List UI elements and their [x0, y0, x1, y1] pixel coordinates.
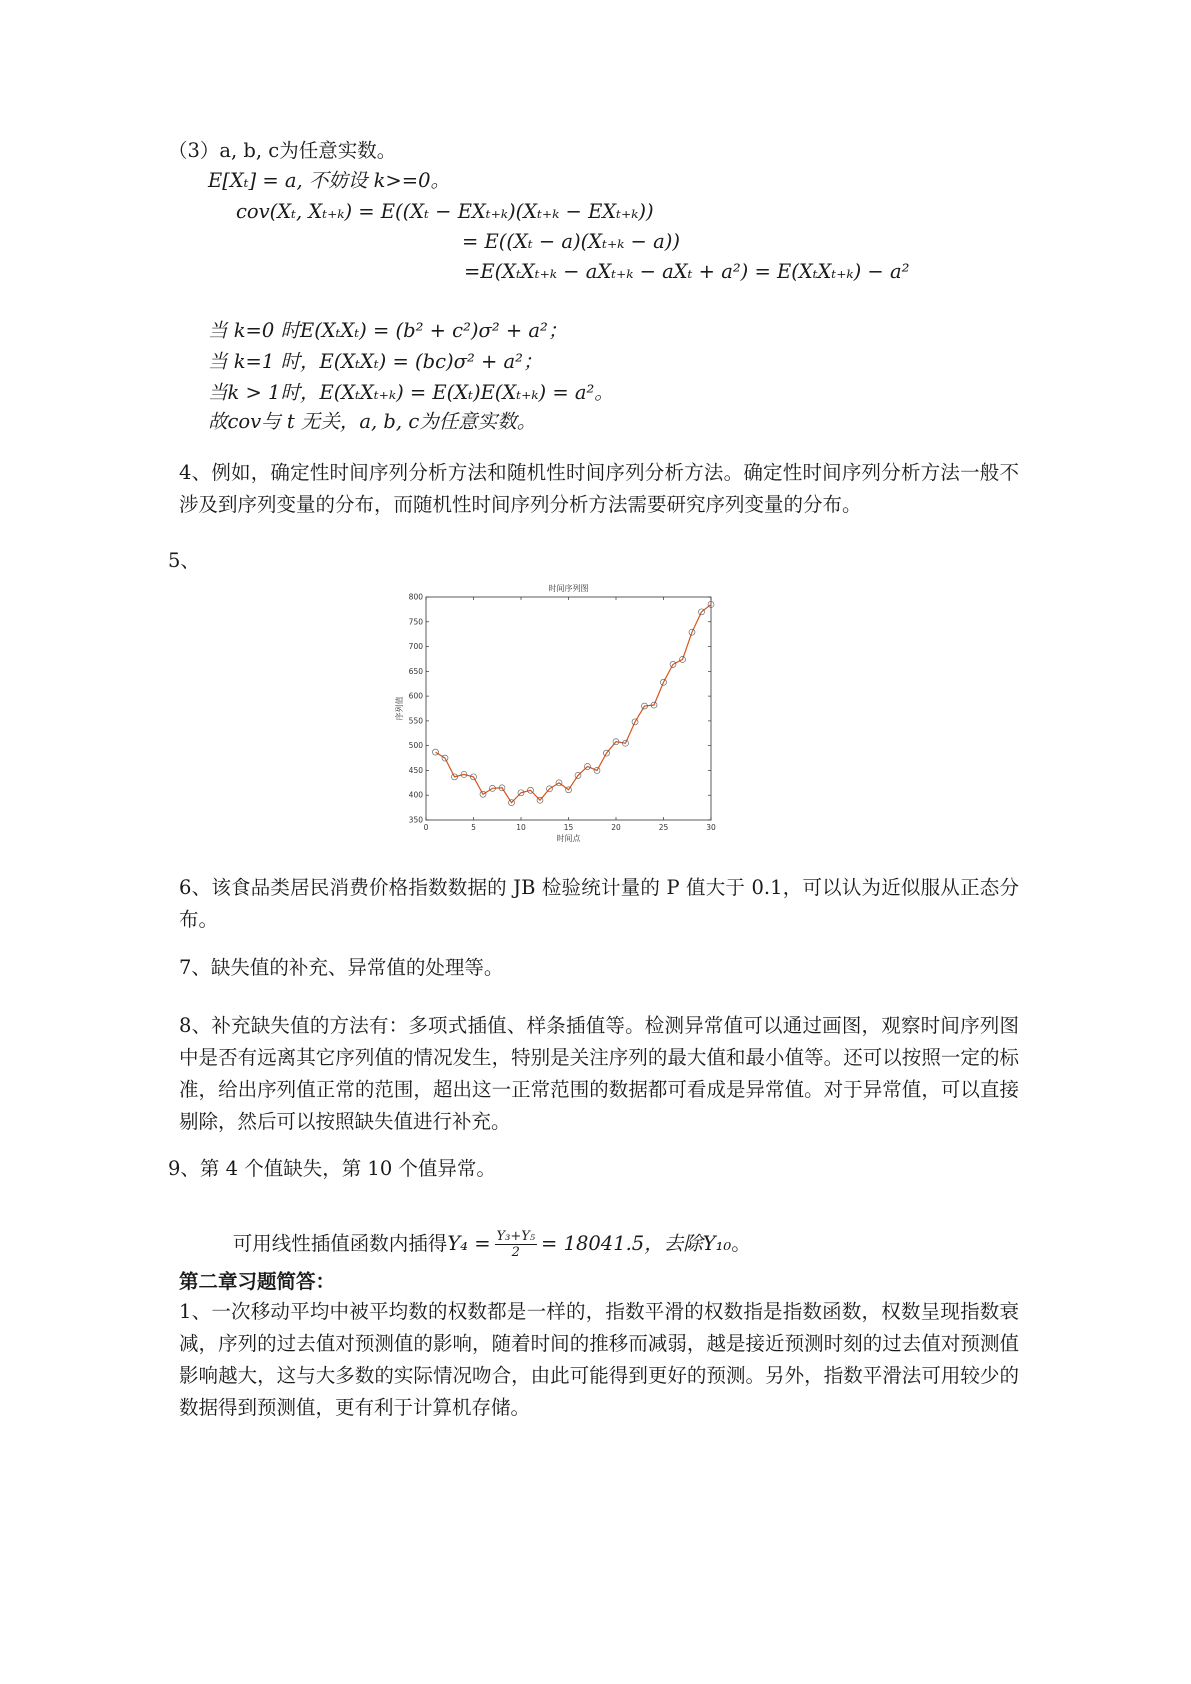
- y-tick-label: 550: [408, 716, 423, 726]
- y-tick-label: 500: [408, 741, 423, 751]
- x-tick-label: 5: [471, 823, 476, 832]
- y-tick-label: 400: [408, 790, 423, 800]
- q6-paragraph: 6、该食品类居民消费价格指数数据的 JB 检验统计量的 P 值大于 0.1，可以认为近似服从正态分布。: [179, 876, 1019, 931]
- y-tick-label: 350: [408, 815, 423, 825]
- q3-line-2: E[Xₜ] = a, 不妨设 k>=0。: [208, 169, 450, 192]
- chapter2-q1-paragraph: 1、一次移动平均中被平均数的权数都是一样的，指数平滑的权数指是指数函数，权数呈现指数衰减，序列的过去值对预测值的影响，随着时间的推移而减弱，越是接近预测时刻的过去值对预测值影响越大，这与大多数的实际情况吻合，由此可能得到更好的预测。另外，指数平滑法可用较少的数据得到预测值，更有利于计算机存储。: [179, 1300, 1019, 1419]
- x-tick-label: 0: [423, 823, 429, 832]
- q7-paragraph: 7、缺失值的补充、异常值的处理等。: [179, 956, 504, 979]
- q3-line-3: cov(Xₜ, Xₜ₊ₖ) = E((Xₜ − EXₜ₊ₖ)(Xₜ₊ₖ − EXₜ₊ₖ)): [236, 200, 654, 223]
- time-series-chart: [388, 577, 718, 843]
- q3-line-6: 当 k=0 时E(XₜXₜ) = (b² + c²)σ² + a²；: [208, 319, 568, 342]
- q9-fraction-numerator: Y₃+Y₅: [496, 1229, 536, 1244]
- y-tick-label: 600: [408, 691, 423, 701]
- q9-fraction: [495, 1229, 537, 1260]
- q9-text-pre: 可用线性插值函数内插得: [232, 1232, 448, 1255]
- y-tick-label: 700: [408, 642, 423, 652]
- chart-title: 时间序列图: [548, 584, 589, 593]
- q3-line-1: （3）a, b, c为任意实数。: [168, 139, 397, 162]
- y-axis-label: 序列值: [395, 696, 404, 721]
- x-tick-label: 25: [658, 823, 669, 832]
- q3-line-5: =E(XₜXₜ₊ₖ − aXₜ₊ₖ − aXₜ + a²) = E(XₜXₜ₊ₖ) − a²: [464, 260, 910, 283]
- x-tick-label: 20: [611, 823, 621, 832]
- chapter2-heading: 第二章习题简答：: [179, 1270, 336, 1293]
- q3-line-9: 故cov与 t 无关，a, b, c为任意实数。: [208, 410, 537, 433]
- q5-label: 5、: [168, 549, 200, 572]
- q9-text-end: 。: [731, 1232, 751, 1255]
- x-tick-label: 15: [563, 823, 574, 832]
- q9-y4: Y₄ =: [447, 1232, 491, 1255]
- q9-fraction-denominator: 2: [511, 1245, 520, 1260]
- y-tick-label: 450: [408, 765, 423, 775]
- y-tick-label: 650: [408, 666, 423, 676]
- q8-paragraph: 8、补充缺失值的方法有：多项式插值、样条插值等。检测异常值可以通过画图，观察时间序列图中是否有远离其它序列值的情况发生，特别是关注序列的最大值和最小值等。还可以按照一定的标准，给出序列值正常的范围，超出这一正常范围的数据都可看成是异常值。对于异常值，可以直接剔除，然后可以按照缺失值进行补充。: [179, 1014, 1019, 1133]
- q9-line-1: 9、第 4 个值缺失，第 10 个值异常。: [168, 1157, 496, 1180]
- q9-text-post: = 18041.5，去除: [541, 1232, 703, 1255]
- x-axis-label: 时间点: [556, 834, 581, 843]
- q9-y10: Y₁₀: [702, 1232, 732, 1255]
- y-tick-label: 800: [408, 592, 423, 602]
- x-tick-label: 10: [516, 823, 526, 832]
- q3-line-4: = E((Xₜ − a)(Xₜ₊ₖ − a)): [462, 230, 680, 253]
- y-tick-label: 750: [408, 617, 423, 627]
- q4-paragraph: 4、例如，确定性时间序列分析方法和随机性时间序列分析方法。确定性时间序列分析方法一般不涉及到序列变量的分布，而随机性时间序列分析方法需要研究序列变量的分布。: [179, 461, 1019, 516]
- x-tick-label: 30: [706, 823, 716, 832]
- q3-line-8: 当k > 1时，E(XₜXₜ₊ₖ) = E(Xₜ)E(Xₜ₊ₖ) = a²。: [208, 381, 614, 404]
- q3-line-7: 当 k=1 时，E(XₜXₜ) = (bc)σ² + a²；: [208, 350, 543, 373]
